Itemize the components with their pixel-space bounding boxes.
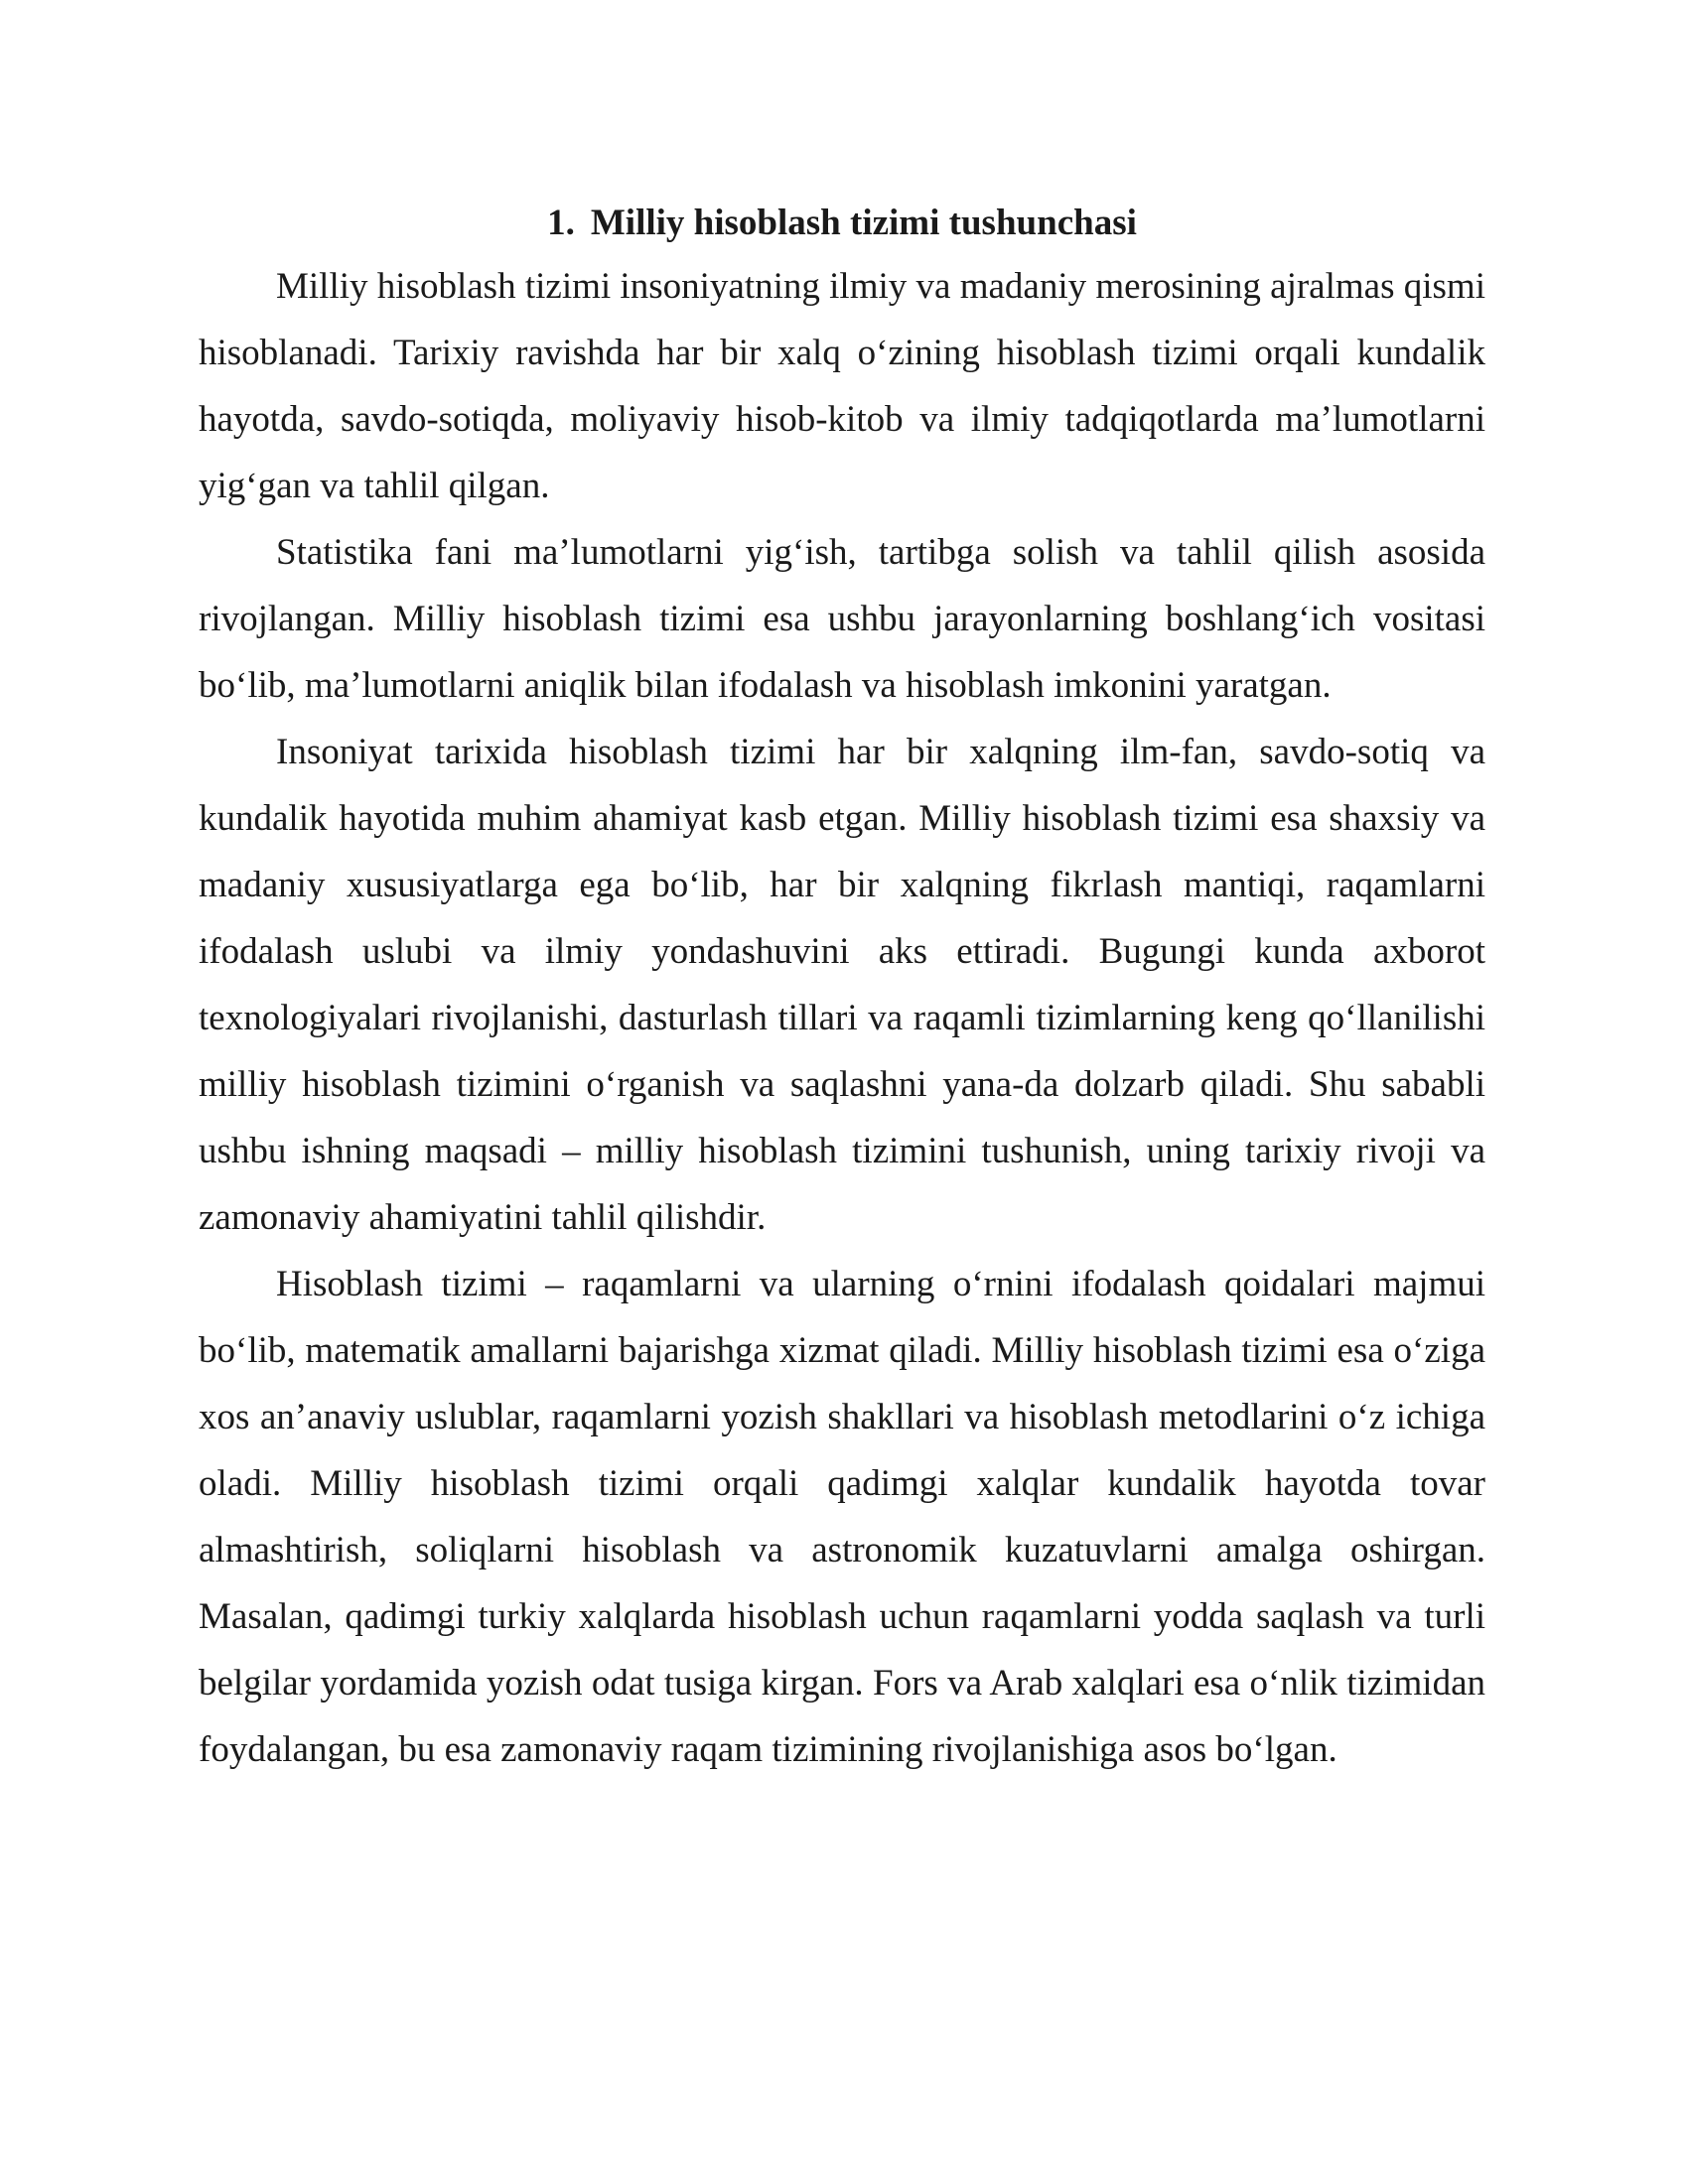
section-number: 1. (547, 203, 575, 243)
paragraph-3: Insoniyat tarixida hisoblash tizimi har bir xalqning ilm-fan, savdo-sotiq va kundalik hayotida muhim ahamiyat kasb etgan. Milliy hisoblash tizimi esa shaxsiy va madaniy xususiyatlarga ega bo‘lib, har bir xalqning fikrlash mantiqi, raqamlarni ifodalash uslubi va ilmiy yondashuvini aks ettiradi. Bugungi kunda axborot texnologiyalari rivojlanishi, dasturlash tillari va raqamli tizimlarning keng qo‘llanilishi milliy hisoblash tizimini o‘rganish va saqlashni yana-da dolzarb qiladi. Shu sababli ushbu ishning maqsadi – milliy hisoblash tizimini tushunish, uning tarixiy rivoji va zamonaviy ahamiyatini tahlil qilishdir. (199, 732, 1485, 1238)
section-title: Milliy hisoblash tizimi tushunchasi (590, 203, 1137, 243)
document-body (199, 194, 1485, 1783)
section-heading (199, 194, 1485, 253)
paragraph-1: Milliy hisoblash tizimi insoniyatning ilmiy va madaniy merosining ajralmas qismi hisoblanadi. Tarixiy ravishda har bir xalq o‘zining hisoblash tizimi orqali kundalik hayotda, savdo-sotiqda, moliyaviy hisob-kitob va ilmiy tadqiqotlarda ma’lumotlarni yig‘gan va tahlil qilgan. (199, 266, 1485, 506)
paragraph-4: Hisoblash tizimi – raqamlarni va ularning o‘rnini ifodalash qoidalari majmui bo‘lib, matematik amallarni bajarishga xizmat qiladi. Milliy hisoblash tizimi esa o‘ziga xos an’anaviy uslublar, raqamlarni yozish shakllari va hisoblash metodlarini o‘z ichiga oladi. Milliy hisoblash tizimi orqali qadimgi xalqlar kundalik hayotda tovar almashtirish, soliqlarni hisoblash va astronomik kuzatuvlarni amalga oshirgan. Masalan, qadimgi turkiy xalqlarda hisoblash uchun raqamlarni yodda saqlash va turli belgilar yordamida yozish odat tusiga kirgan. Fors va Arab xalqlari esa o‘nlik tizimidan foydalangan, bu esa zamonaviy raqam tizimining rivojlanishiga asos bo‘lgan. (199, 1264, 1485, 1770)
paragraph-2: Statistika fani ma’lumotlarni yig‘ish, tartibga solish va tahlil qilish asosida rivojlangan. Milliy hisoblash tizimi esa ushbu jarayonlarning boshlang‘ich vositasi bo‘lib, ma’lumotlarni aniqlik bilan ifodalash va hisoblash imkonini yaratgan. (199, 532, 1485, 706)
